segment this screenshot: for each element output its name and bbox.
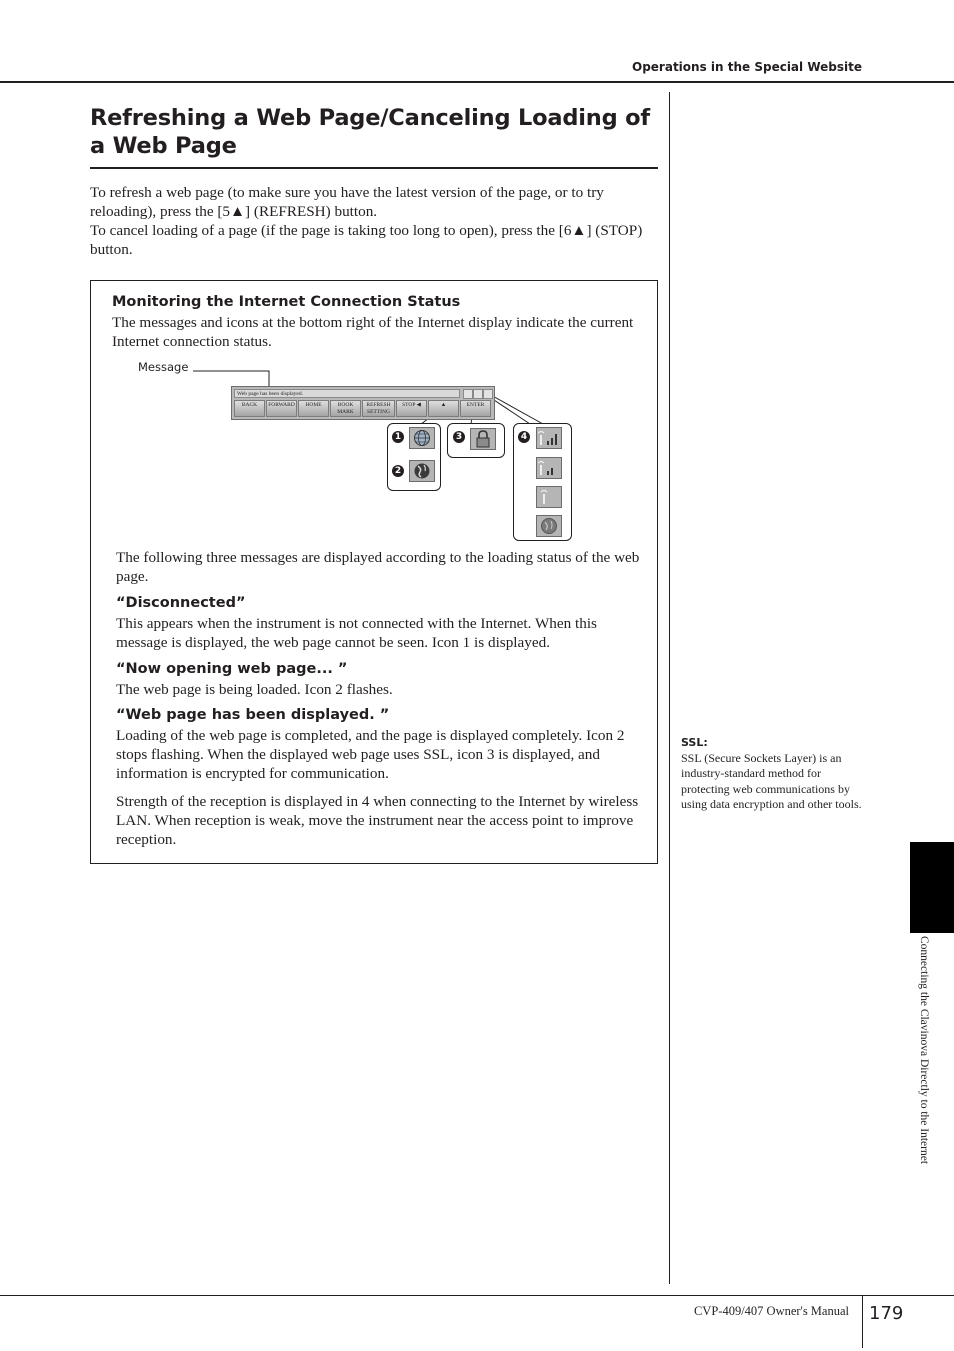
signal-none-icon	[536, 515, 562, 537]
globe-icon	[409, 427, 435, 449]
enter-button: ENTER	[460, 400, 491, 417]
signal-weak-icon	[536, 486, 562, 508]
box-intro: The messages and icons at the bottom right of the Internet display indicate the current Internet connection status.	[112, 314, 634, 350]
message-desc-displayed: Loading of the web page is completed, and the page is displayed completely. Icon 2 stops flashing. When the displayed web page uses SSL, icon 3 is displayed, and information is encrypted for communication.	[116, 727, 625, 782]
signal-strength-icon	[536, 427, 562, 449]
refresh-setting-button: REFRESH SETTING	[362, 400, 395, 417]
ssl-note-title: SSL:	[681, 736, 708, 749]
footer-divider	[862, 1296, 863, 1348]
badge-1: 1	[392, 431, 404, 443]
ssl-note-text: SSL (Secure Sockets Layer) is an industry-standard method for protecting web communications by using data encryption and other tools.	[681, 751, 862, 812]
page-title: Refreshing a Web Page/Canceling Loading of a Web Page	[90, 105, 650, 159]
message-term-now-opening: “Now opening web page... ”	[116, 661, 348, 677]
stop-button: STOP ◀	[396, 400, 427, 417]
status-icon-slot	[473, 389, 483, 399]
back-button: BACK	[234, 400, 265, 417]
box-title: Monitoring the Internet Connection Status	[112, 294, 461, 310]
chapter-side-label-wrap	[916, 936, 930, 1226]
signal-medium-icon	[536, 457, 562, 479]
toolbar-message-field: Web page has been displayed.	[234, 389, 460, 398]
message-desc-disconnected: This appears when the instrument is not connected with the Internet. When this message is displayed, the web page cannot be seen. Icon 1 is displayed.	[116, 615, 597, 651]
footer-rule	[0, 1295, 954, 1296]
chapter-side-tab	[910, 842, 954, 933]
home-button: HOME	[298, 400, 329, 417]
message-term-displayed: “Web page has been displayed. ”	[116, 707, 390, 723]
badge-3: 3	[453, 431, 465, 443]
lock-icon	[470, 428, 496, 450]
bookmark-button: BOOK MARK	[330, 400, 361, 417]
section-header-title: Operations in the Special Website	[632, 60, 862, 74]
internet-toolbar-screenshot	[231, 386, 495, 420]
reception-strength-paragraph: Strength of the reception is displayed in 4 when connecting to the Internet by wireless LAN. When reception is weak, move the instrument near the access point to improve reception.	[116, 793, 639, 848]
up-button: ▲	[428, 400, 459, 417]
badge-4: 4	[518, 431, 530, 443]
badge-2: 2	[392, 465, 404, 477]
message-callout-label: Message	[138, 360, 189, 374]
intro-paragraph: To refresh a web page (to make sure you have the latest version of the page, or to try reloading), press the [5▲] (REFRESH) button. To cancel loading of a page (if the page is taking too long to open), press the [6▲] (STOP) button.	[90, 184, 643, 258]
status-icon-slot	[463, 389, 473, 399]
chapter-side-label: Connecting the Clavinova Directly to the Internet	[918, 936, 930, 1165]
footer-manual-title: CVP-409/407 Owner's Manual	[693, 1304, 849, 1318]
status-icon-slot	[483, 389, 493, 399]
forward-button: FORWARD	[266, 400, 297, 417]
message-desc-now-opening: The web page is being loaded. Icon 2 flashes.	[116, 681, 393, 698]
loading-status-intro: The following three messages are displayed according to the loading status of the web page.	[116, 549, 640, 585]
message-term-disconnected: “Disconnected”	[116, 595, 246, 611]
page-number: 179	[869, 1303, 904, 1324]
spinning-globe-icon	[409, 460, 435, 482]
